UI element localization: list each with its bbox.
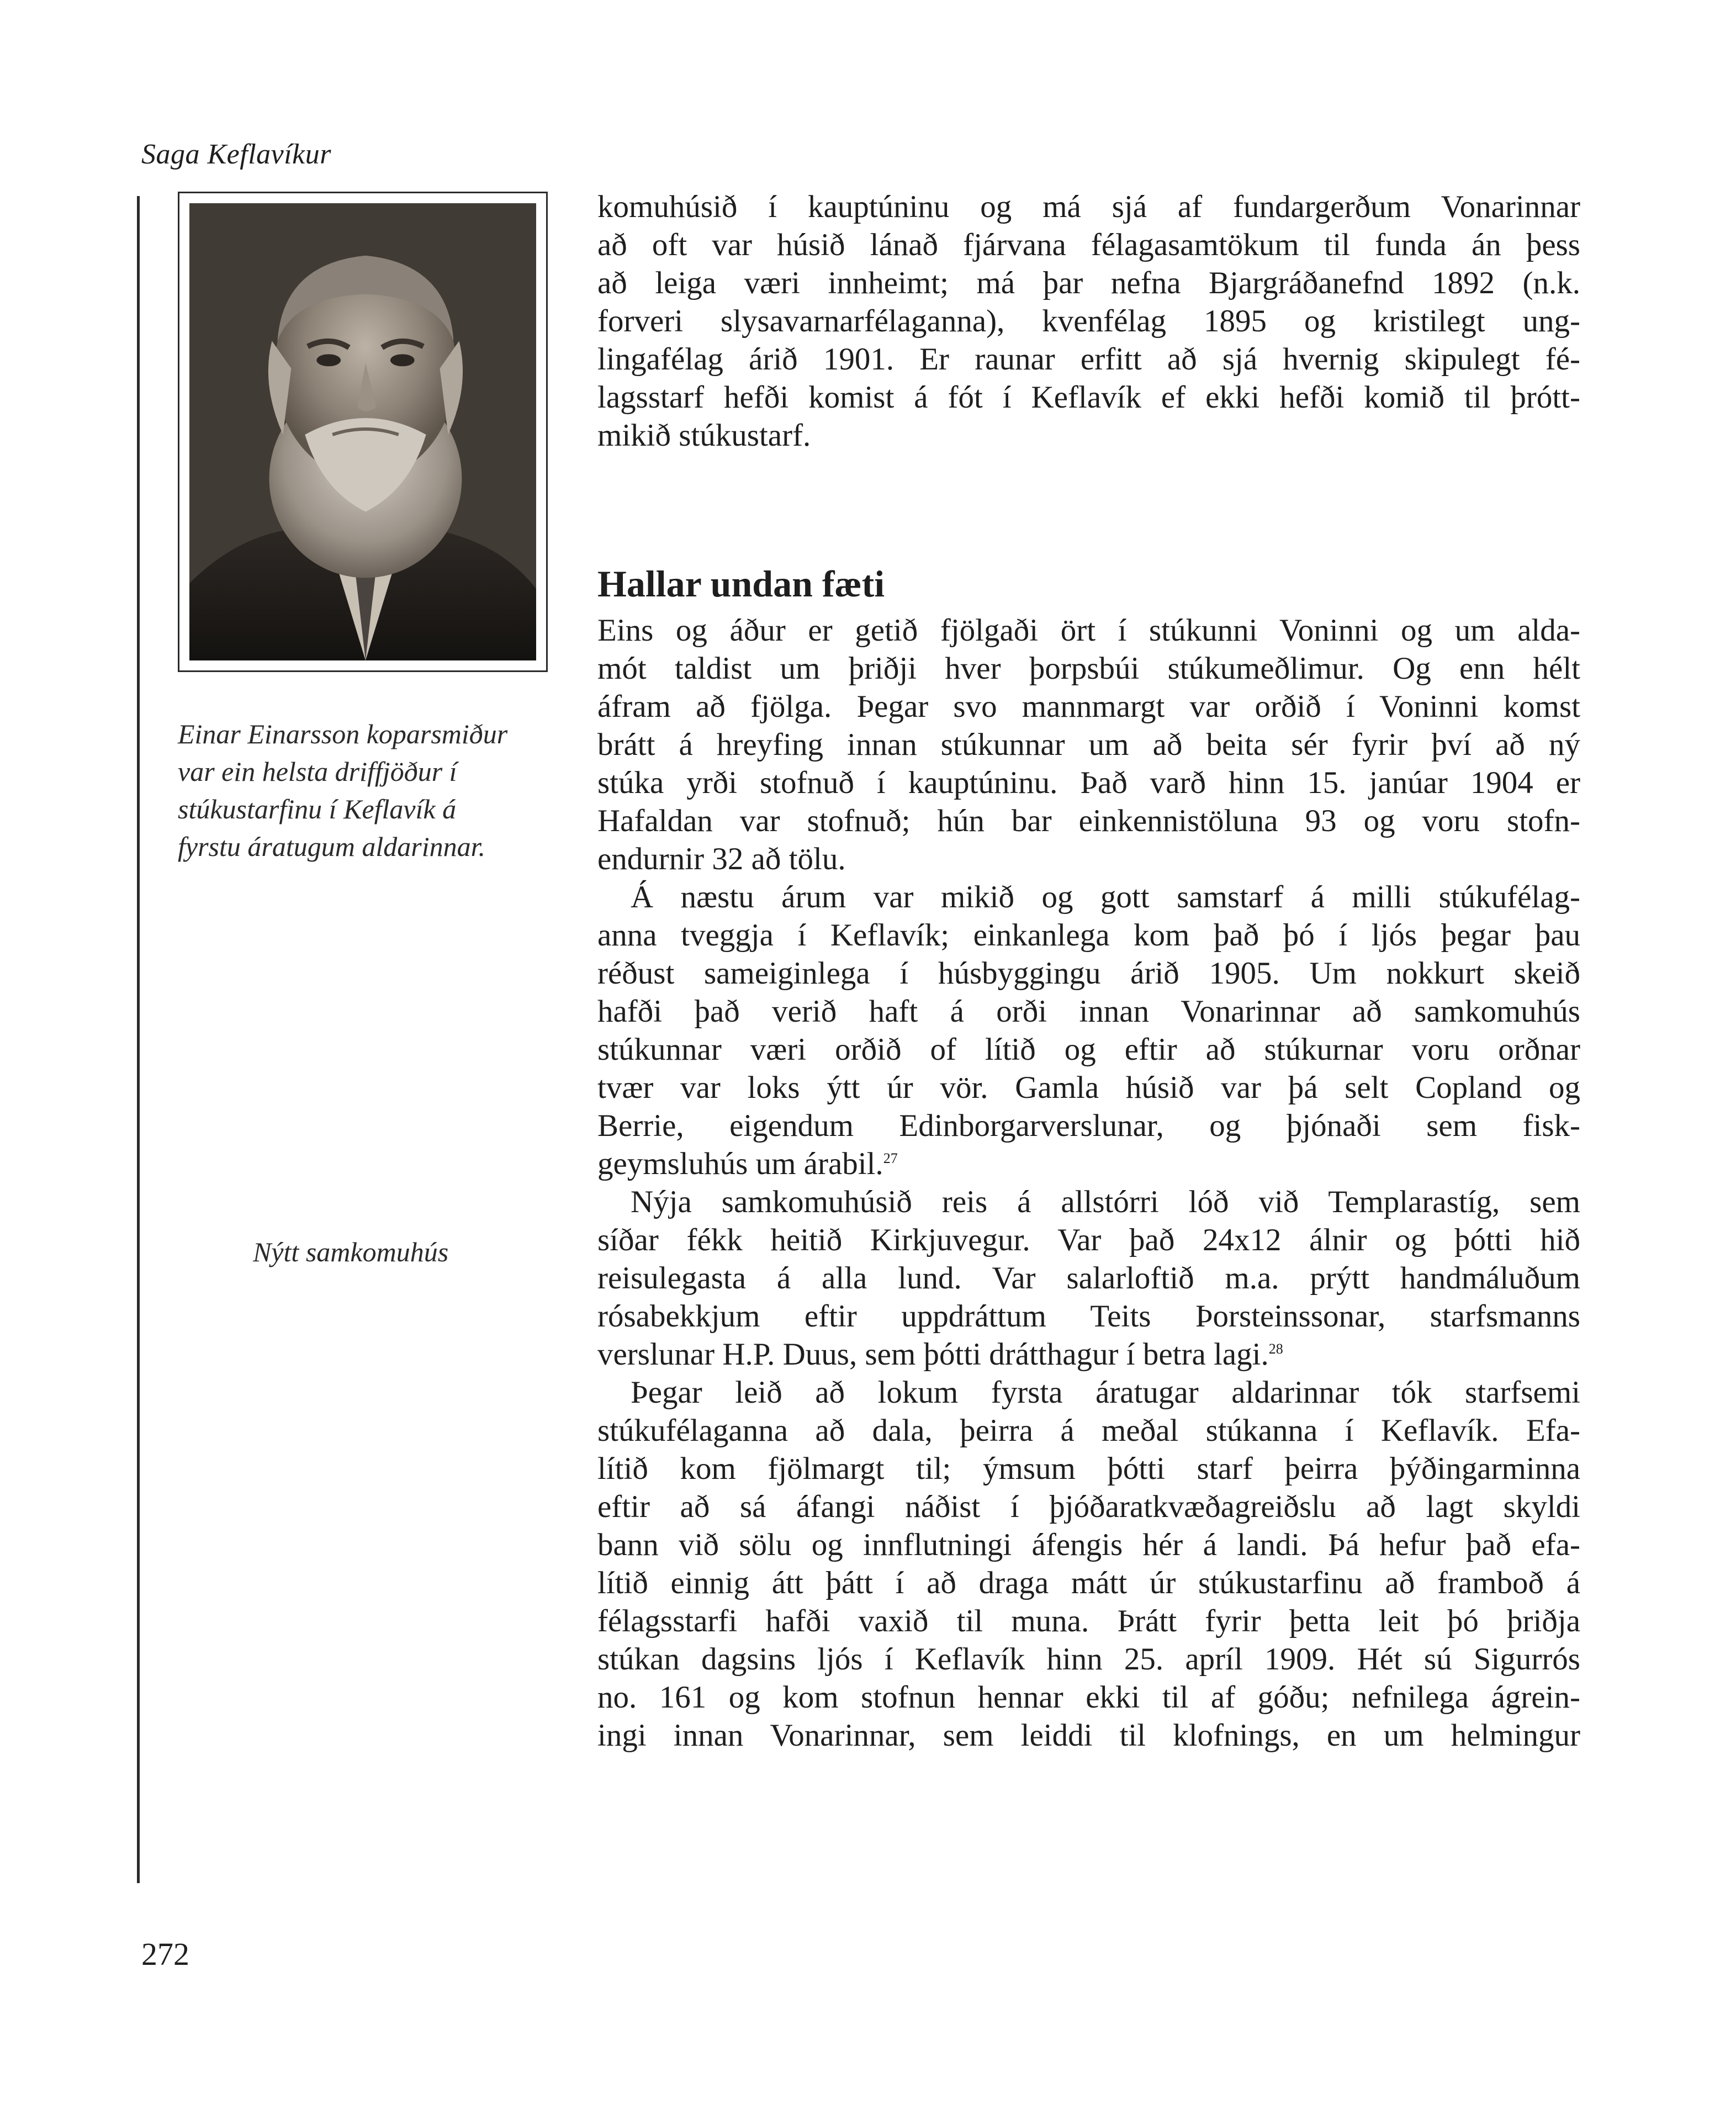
caption-line: fyrstu áratugum aldarinnar.	[178, 831, 486, 862]
text-line: lingafélag árið 1901. Er raunar erfitt að sjá hvernig skipulegt fé-	[597, 342, 1580, 377]
text-line: stúkan dagsins ljós í Keflavík hinn 25. apríl 1909. Hét sú Sigurrós	[597, 1642, 1580, 1677]
page-number: 272	[141, 1936, 189, 1972]
text-line: Á næstu árum var mikið og gott samstarf á milli stúkufélag-	[631, 880, 1580, 915]
text-line: Berrie, eigendum Edinborgarverslunar, og þjónaði sem fisk-	[597, 1108, 1580, 1143]
marginal-note: Nýtt samkomuhús	[253, 1236, 449, 1267]
text-line	[597, 1145, 1580, 1183]
text-line: lítið kom fjölmargt til; ýmsum þótti starf þeirra þýðingarminna	[597, 1451, 1580, 1486]
caption-line: var ein helsta driffjöður í	[178, 756, 457, 787]
text-line: hafði það verið haft á orði innan Vonarinnar að samkomuhús	[597, 994, 1580, 1029]
text-line: Nýja samkomuhúsið reis á allstórri lóð við Templarastíg, sem	[631, 1185, 1580, 1219]
text-line: að leiga væri innheimt; má þar nefna Bjargráðanefnd 1892 (n.k.	[597, 266, 1580, 300]
text-line: áfram að fjölga. Þegar svo mannmargt var orðið í Voninni komst	[597, 689, 1580, 724]
intro-paragraph	[597, 188, 1580, 454]
text-line: reisulegasta á alla lund. Var salarloftið m.a. prýtt handmáluðum	[597, 1261, 1580, 1296]
caption-line: stúkustarfinu í Keflavík á	[178, 794, 457, 824]
text-line: ingi innan Vonarinnar, sem leiddi til klofnings, en um helmingur	[597, 1718, 1580, 1753]
text-line: síðar fékk heitið Kirkjuvegur. Var það 24x12 álnir og þótti hið	[597, 1223, 1580, 1257]
photo-caption	[178, 715, 553, 865]
text-line: anna tveggja í Keflavík; einkanlega kom það þó í ljós þegar þau	[597, 918, 1580, 953]
text-line: stúka yrði stofnuð í kauptúninu. Það varð hinn 15. janúar 1904 er	[597, 765, 1580, 800]
text-line: stúkunnar væri orðið of lítið og eftir að stúkurnar voru orðnar	[597, 1032, 1580, 1067]
text-line: að oft var húsið lánað fjárvana félagasamtökum til funda án þess	[597, 228, 1580, 262]
text-line: réðust sameiginlega í húsbyggingu árið 1905. Um nokkurt skeið	[597, 956, 1580, 991]
text-line: Eins og áður er getið fjölgaði ört í stúkunni Voninni og um alda-	[597, 613, 1580, 648]
text-line: félagsstarfi hafði vaxið til muna. Þrátt fyrir þetta leit þó þriðja	[597, 1604, 1580, 1638]
text-line: mikið stúkustarf.	[597, 418, 811, 453]
text-line: stúkufélaganna að dala, þeirra á meðal stúkanna í Keflavík. Efa-	[597, 1413, 1580, 1448]
text-line-content: geymsluhús um árabil.	[597, 1146, 883, 1181]
running-head: Saga Keflavíkur	[141, 139, 332, 170]
portrait-photo	[178, 192, 548, 672]
portrait-image	[189, 203, 536, 660]
footnote-ref: 27	[883, 1150, 898, 1166]
text-line: eftir að sá áfangi náðist í þjóðaratkvæðagreiðslu að lagt skyldi	[597, 1489, 1580, 1524]
text-line-content: verslunar H.P. Duus, sem þótti drátthagur í betra lagi.	[597, 1337, 1269, 1372]
text-line: Hafaldan var stofnuð; hún bar einkennistöluna 93 og voru stofn-	[597, 804, 1580, 838]
text-line: rósabekkjum eftir uppdráttum Teits Þorsteinssonar, starfsmanns	[597, 1299, 1580, 1334]
text-line: komuhúsið í kauptúninu og má sjá af fundargerðum Vonarinnar	[597, 189, 1580, 224]
footnote-ref: 28	[1268, 1341, 1283, 1357]
text-line: forveri slysavarnarfélaganna), kvenfélag 1895 og kristilegt ung-	[597, 304, 1580, 339]
margin-rule	[137, 196, 140, 1883]
text-line: endurnir 32 að tölu.	[597, 842, 846, 876]
body-text	[597, 611, 1580, 1754]
text-line: lagsstarf hefði komist á fót í Keflavík ef ekki hefði komið til þrótt-	[597, 380, 1580, 415]
text-line	[597, 1335, 1580, 1373]
section-heading: Hallar undan fæti	[597, 563, 885, 605]
text-line: bann við sölu og innflutningi áfengis hér á landi. Þá hefur það efa-	[597, 1527, 1580, 1562]
text-line: tvær var loks ýtt úr vör. Gamla húsið var þá selt Copland og	[597, 1070, 1580, 1105]
text-line: lítið einnig átt þátt í að draga mátt úr stúkustarfinu að framboð á	[597, 1566, 1580, 1600]
text-line: mót taldist um þriðji hver þorpsbúi stúkumeðlimur. Og enn hélt	[597, 651, 1580, 686]
text-line: brátt á hreyfing innan stúkunnar um að beita sér fyrir því að ný	[597, 727, 1580, 762]
caption-line: Einar Einarsson koparsmiður	[178, 718, 508, 749]
text-line: no. 161 og kom stofnun hennar ekki til af góðu; nefnilega ágrein-	[597, 1680, 1580, 1715]
text-line: Þegar leið að lokum fyrsta áratugar aldarinnar tók starfsemi	[631, 1375, 1580, 1410]
